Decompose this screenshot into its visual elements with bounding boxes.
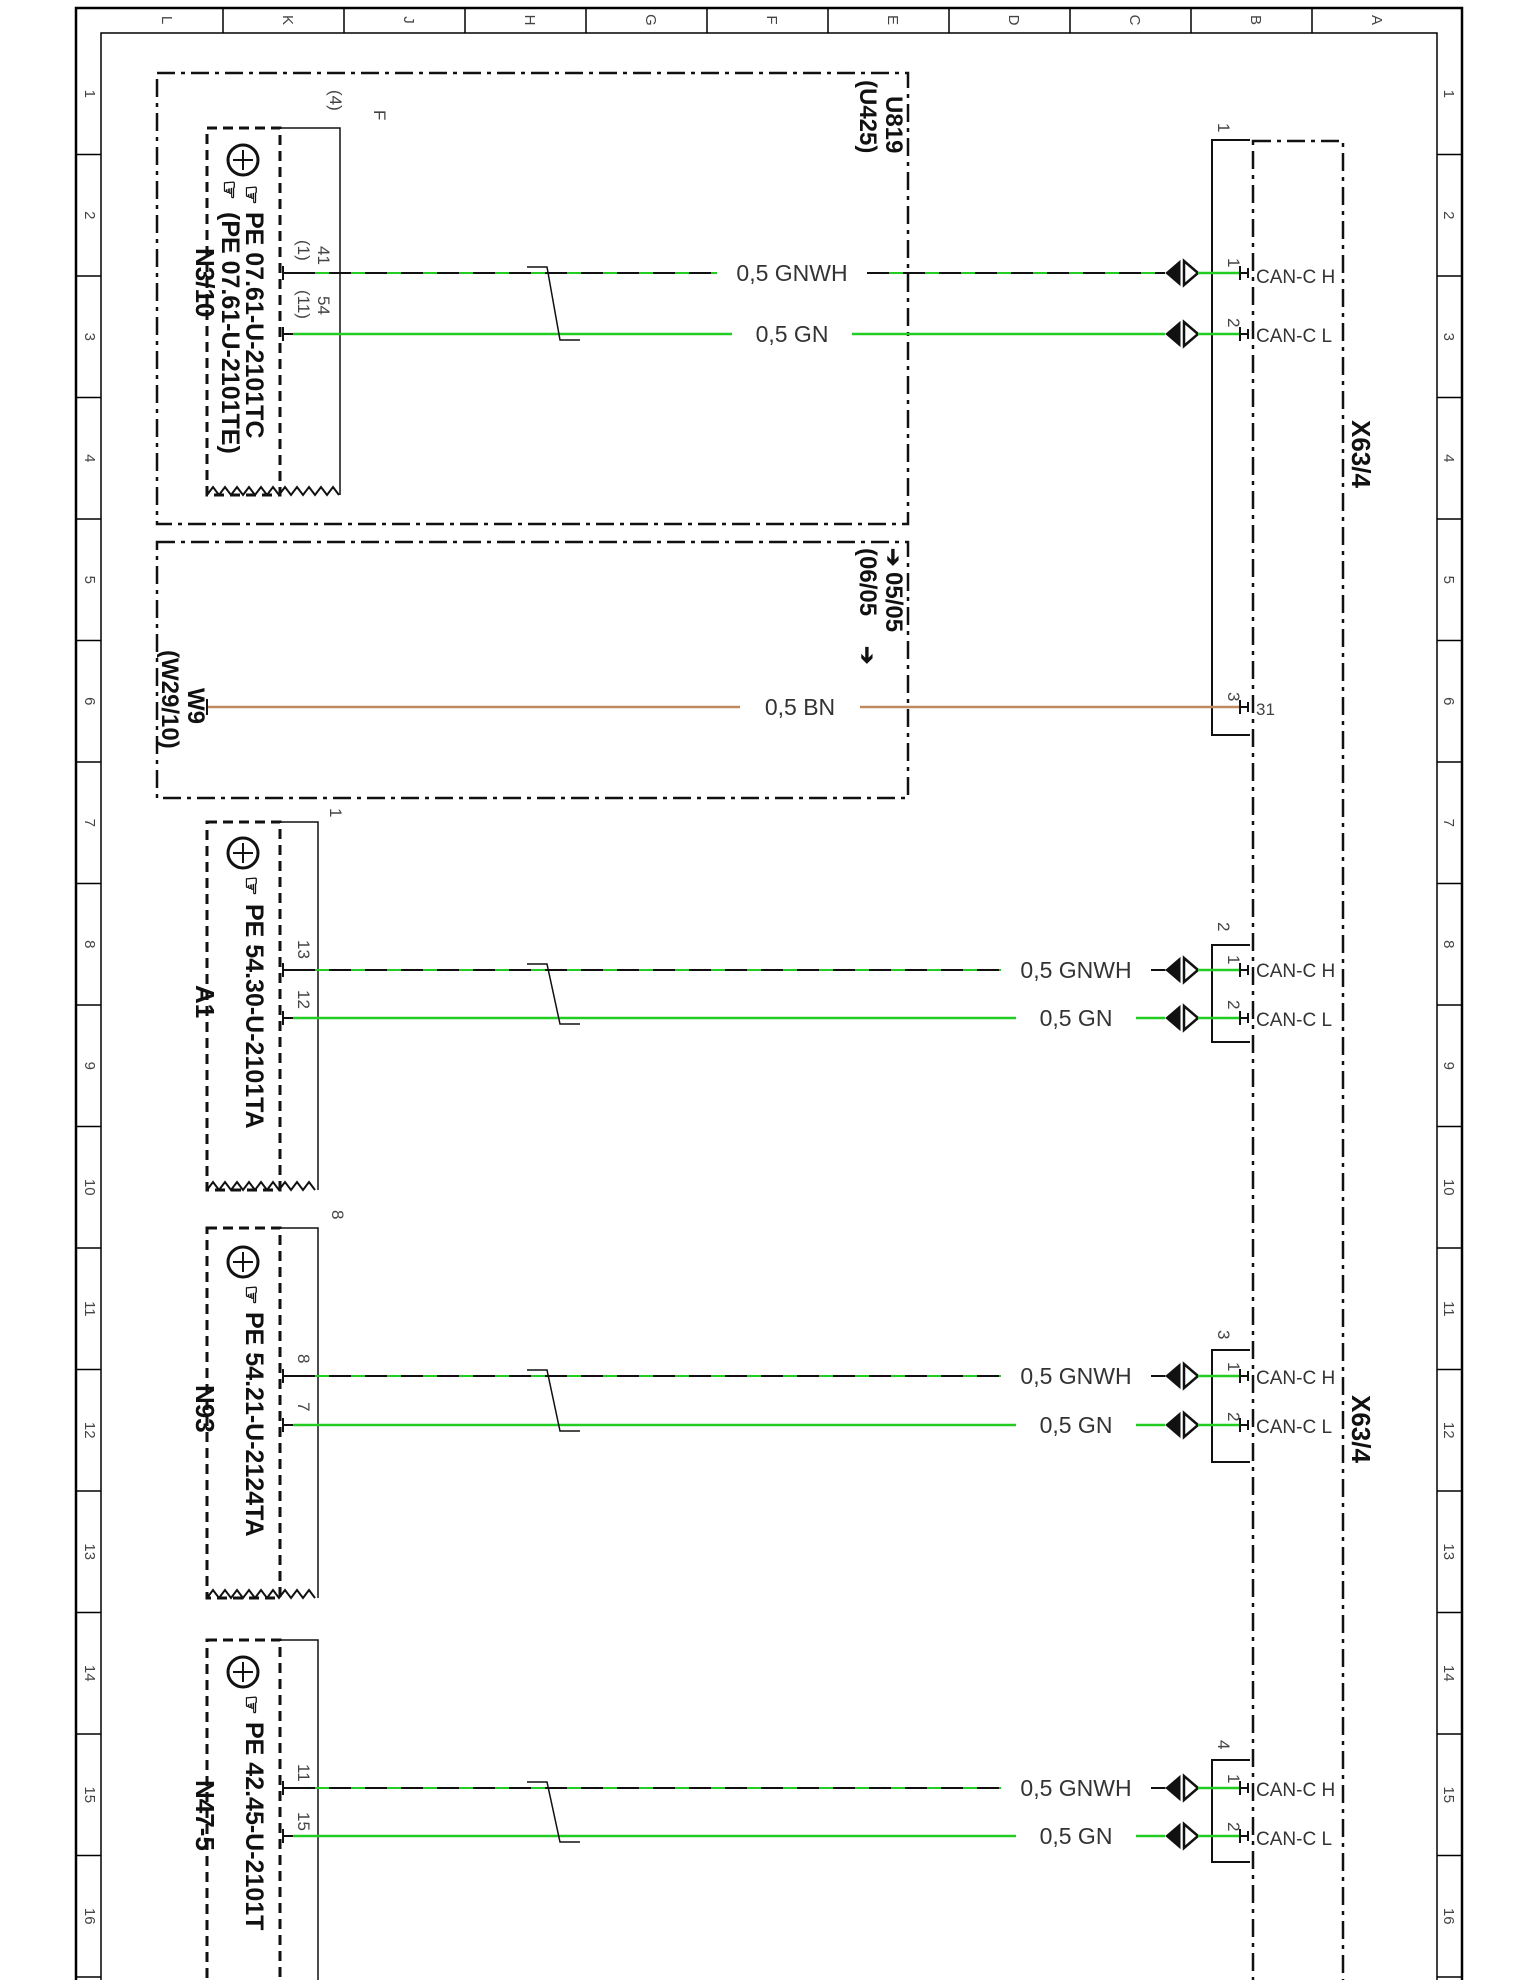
row-label: 9 (81, 1061, 98, 1070)
col-label: A (1368, 14, 1385, 26)
col-label: C (1126, 14, 1143, 26)
plug-icon (1166, 1364, 1180, 1388)
connector-number: 8 (328, 1210, 347, 1220)
col-label: D (1005, 14, 1022, 26)
row-label: 6 (1440, 697, 1457, 706)
pin-number: 8 (294, 1354, 313, 1364)
col-label: B (1247, 14, 1264, 26)
wires (207, 260, 1248, 1849)
component-n3-10 (190, 128, 340, 495)
pin-number: 1 (1224, 1774, 1243, 1784)
x63-label-bottom: X63/4 (1346, 1395, 1376, 1463)
row-label: 14 (1440, 1664, 1457, 1682)
twisted-pair-symbol (527, 1370, 580, 1431)
connector-group-1 (1212, 123, 1335, 735)
plug-icon (1166, 1413, 1180, 1437)
plug-icon (1166, 322, 1180, 346)
row-label: 4 (1440, 454, 1457, 463)
wire-label: 0,5 BN (764, 694, 836, 720)
row-label: 13 (81, 1543, 98, 1561)
wire-label: 0,5 GNWH (736, 260, 848, 286)
pe-reference-alt: (PE 07.61-U-2101TE) (216, 212, 244, 454)
w9-label: W9 (182, 688, 209, 724)
pin-number: 12 (294, 990, 313, 1009)
row-label: 9 (1440, 1061, 1457, 1070)
col-label: F (763, 15, 780, 25)
wire-label: 0,5 GN (1039, 1823, 1113, 1849)
pin-stub (283, 1369, 293, 1383)
wire-label: 0,5 GN (755, 321, 829, 347)
pin-stub (283, 1829, 293, 1843)
wire-label: 0,5 GN (1039, 1412, 1113, 1438)
pin-number: 13 (294, 940, 313, 959)
pin-number: 1 (1224, 955, 1243, 965)
u819-ref-letter: F (370, 110, 389, 121)
group-number: 3 (1214, 1330, 1233, 1340)
pointing-hand-icon: ☞ (217, 180, 242, 200)
plug-icon (1166, 1776, 1180, 1800)
pointing-hand-icon: ☞ (239, 1695, 264, 1715)
twisted-pair-symbol (527, 267, 580, 340)
row-label: 3 (1440, 332, 1457, 341)
pointing-hand-icon: ☞ (239, 876, 264, 896)
socket-icon (1184, 1824, 1198, 1848)
pin-stub (283, 1781, 293, 1795)
plug-icon (1166, 1006, 1180, 1030)
signal-can-h: CAN-C H (1256, 1368, 1336, 1389)
col-label: E (884, 14, 901, 26)
pin-number: 11 (294, 1764, 313, 1782)
signal-can-l: CAN-C L (1256, 326, 1333, 347)
plug-icon (1166, 958, 1180, 982)
col-label: J (400, 16, 417, 24)
wire-label: 0,5 GNWH (1020, 1775, 1132, 1801)
row-label: 11 (81, 1300, 98, 1317)
pin-stub (1240, 327, 1248, 341)
pin-stub (283, 963, 293, 977)
signal-can-h: CAN-C H (1256, 1780, 1336, 1801)
col-label: K (279, 14, 296, 26)
row-label: 1 (81, 89, 98, 98)
socket-icon (1184, 1364, 1198, 1388)
wire-label: 0,5 GNWH (1020, 1363, 1132, 1389)
x63-label-top: X63/4 (1346, 420, 1376, 488)
row-label: 3 (81, 332, 98, 341)
pin-number: 3 (1224, 692, 1243, 702)
row-label: 15 (1440, 1786, 1457, 1804)
row-label: 7 (81, 818, 98, 827)
pin-stub (1240, 963, 1248, 977)
row-label: 13 (1440, 1543, 1457, 1561)
pin-number: 2 (1224, 1822, 1243, 1832)
pin-number: 54 (314, 296, 333, 315)
row-label: 6 (81, 697, 98, 706)
connector-group-4 (1212, 1740, 1335, 1862)
pin-number: 2 (1224, 1412, 1243, 1422)
row-label: 10 (81, 1178, 98, 1196)
pointing-hand-icon: ☞ (239, 185, 264, 205)
row-label: 4 (81, 454, 98, 463)
w9-ref-up: 05/05 (880, 572, 907, 633)
connector-group-3 (1212, 1330, 1335, 1462)
component-id: N93 (190, 1385, 220, 1433)
w9-boundary (157, 542, 908, 798)
col-label: L (158, 15, 175, 25)
signal-can-l: CAN-C L (1256, 1829, 1333, 1850)
connector-group-2 (1212, 922, 1335, 1042)
pin-stub (283, 266, 293, 280)
group-number: 1 (1214, 123, 1233, 133)
row-label: 2 (81, 211, 98, 220)
row-label: 5 (1440, 575, 1457, 584)
w9-arrow-icon: ➔ (855, 646, 880, 665)
signal-can-h: CAN-C H (1256, 267, 1336, 288)
component-id: N47-5 (190, 1780, 220, 1851)
component-id: N3/10 (190, 248, 220, 318)
col-label: H (521, 14, 538, 26)
pin-number: 1 (1224, 1362, 1243, 1372)
x63-boundary (1253, 141, 1343, 1980)
pin-number-alt: (1) (294, 240, 313, 261)
row-label: 8 (81, 940, 98, 949)
row-label: 11 (1440, 1300, 1457, 1317)
u819-label: U819 (880, 96, 907, 154)
w9-ref-down: (06/05 (854, 548, 881, 617)
pin-stub (283, 1418, 293, 1432)
col-label: G (642, 14, 659, 26)
pin-stub (1240, 1011, 1248, 1025)
row-label: 16 (1440, 1907, 1457, 1925)
row-label: 7 (1440, 818, 1457, 827)
pin-stub (283, 327, 293, 341)
row-label: 5 (81, 575, 98, 584)
pin-31: 31 (1256, 700, 1275, 719)
pe-reference: PE 54.21-U-2124TA (240, 1312, 268, 1537)
pe-reference: PE 42.45-U-2101T (240, 1722, 268, 1931)
pointing-hand-icon: ☞ (239, 1285, 264, 1305)
socket-icon (1184, 261, 1198, 285)
row-label: 2 (1440, 211, 1457, 220)
row-label: 14 (81, 1664, 98, 1682)
signal-can-l: CAN-C L (1256, 1010, 1333, 1031)
wire-label: 0,5 GNWH (1020, 957, 1132, 983)
socket-icon (1184, 958, 1198, 982)
pin-number-alt: (11) (294, 290, 313, 319)
socket-icon (1184, 1776, 1198, 1800)
pin-number: 2 (1224, 1000, 1243, 1010)
socket-icon (1184, 322, 1198, 346)
twisted-pair-symbol (527, 964, 580, 1024)
component-n93 (190, 1210, 347, 1598)
pe-reference: PE 54.30-U-2101TA (240, 904, 268, 1129)
socket-icon (1184, 1006, 1198, 1030)
pin-number: 1 (1224, 258, 1243, 268)
pin-number: 7 (294, 1402, 313, 1412)
group-number: 4 (1214, 1740, 1233, 1750)
row-label: 12 (81, 1421, 98, 1439)
connector-number: 1 (326, 808, 345, 818)
pe-reference: PE 07.61-U-2101TC (240, 212, 268, 439)
group-number: 2 (1214, 922, 1233, 932)
pin-number: 15 (294, 1812, 313, 1831)
pin-stub (1240, 266, 1248, 280)
u819-sublabel: (U425) (854, 80, 881, 154)
signal-can-l: CAN-C L (1256, 1417, 1333, 1438)
wire-label: 0,5 GN (1039, 1005, 1113, 1031)
component-n47-5 (190, 1640, 318, 1980)
signal-can-h: CAN-C H (1256, 961, 1336, 982)
row-label: 1 (1440, 89, 1457, 98)
pin-number: 41 (314, 246, 333, 265)
plug-icon (1166, 1824, 1180, 1848)
pin-number: 2 (1224, 318, 1243, 328)
component-id: A1 (190, 985, 220, 1019)
row-label: 8 (1440, 940, 1457, 949)
u819-boundary (157, 73, 908, 524)
row-label: 12 (1440, 1421, 1457, 1439)
column-ruler (158, 8, 1385, 33)
twisted-pair-symbol (527, 1782, 580, 1842)
plug-icon (1166, 261, 1180, 285)
pin-stub (283, 1011, 293, 1025)
pin-stub (1240, 700, 1248, 714)
socket-icon (1184, 1413, 1198, 1437)
w9-sublabel: (W29/10) (156, 650, 183, 749)
u819-ref: (4) (326, 90, 345, 111)
w9-arrow-icon: ➔ (881, 548, 906, 567)
row-label: 15 (81, 1786, 98, 1804)
row-label: 16 (81, 1907, 98, 1925)
row-label: 10 (1440, 1178, 1457, 1196)
component-a1 (190, 808, 345, 1190)
